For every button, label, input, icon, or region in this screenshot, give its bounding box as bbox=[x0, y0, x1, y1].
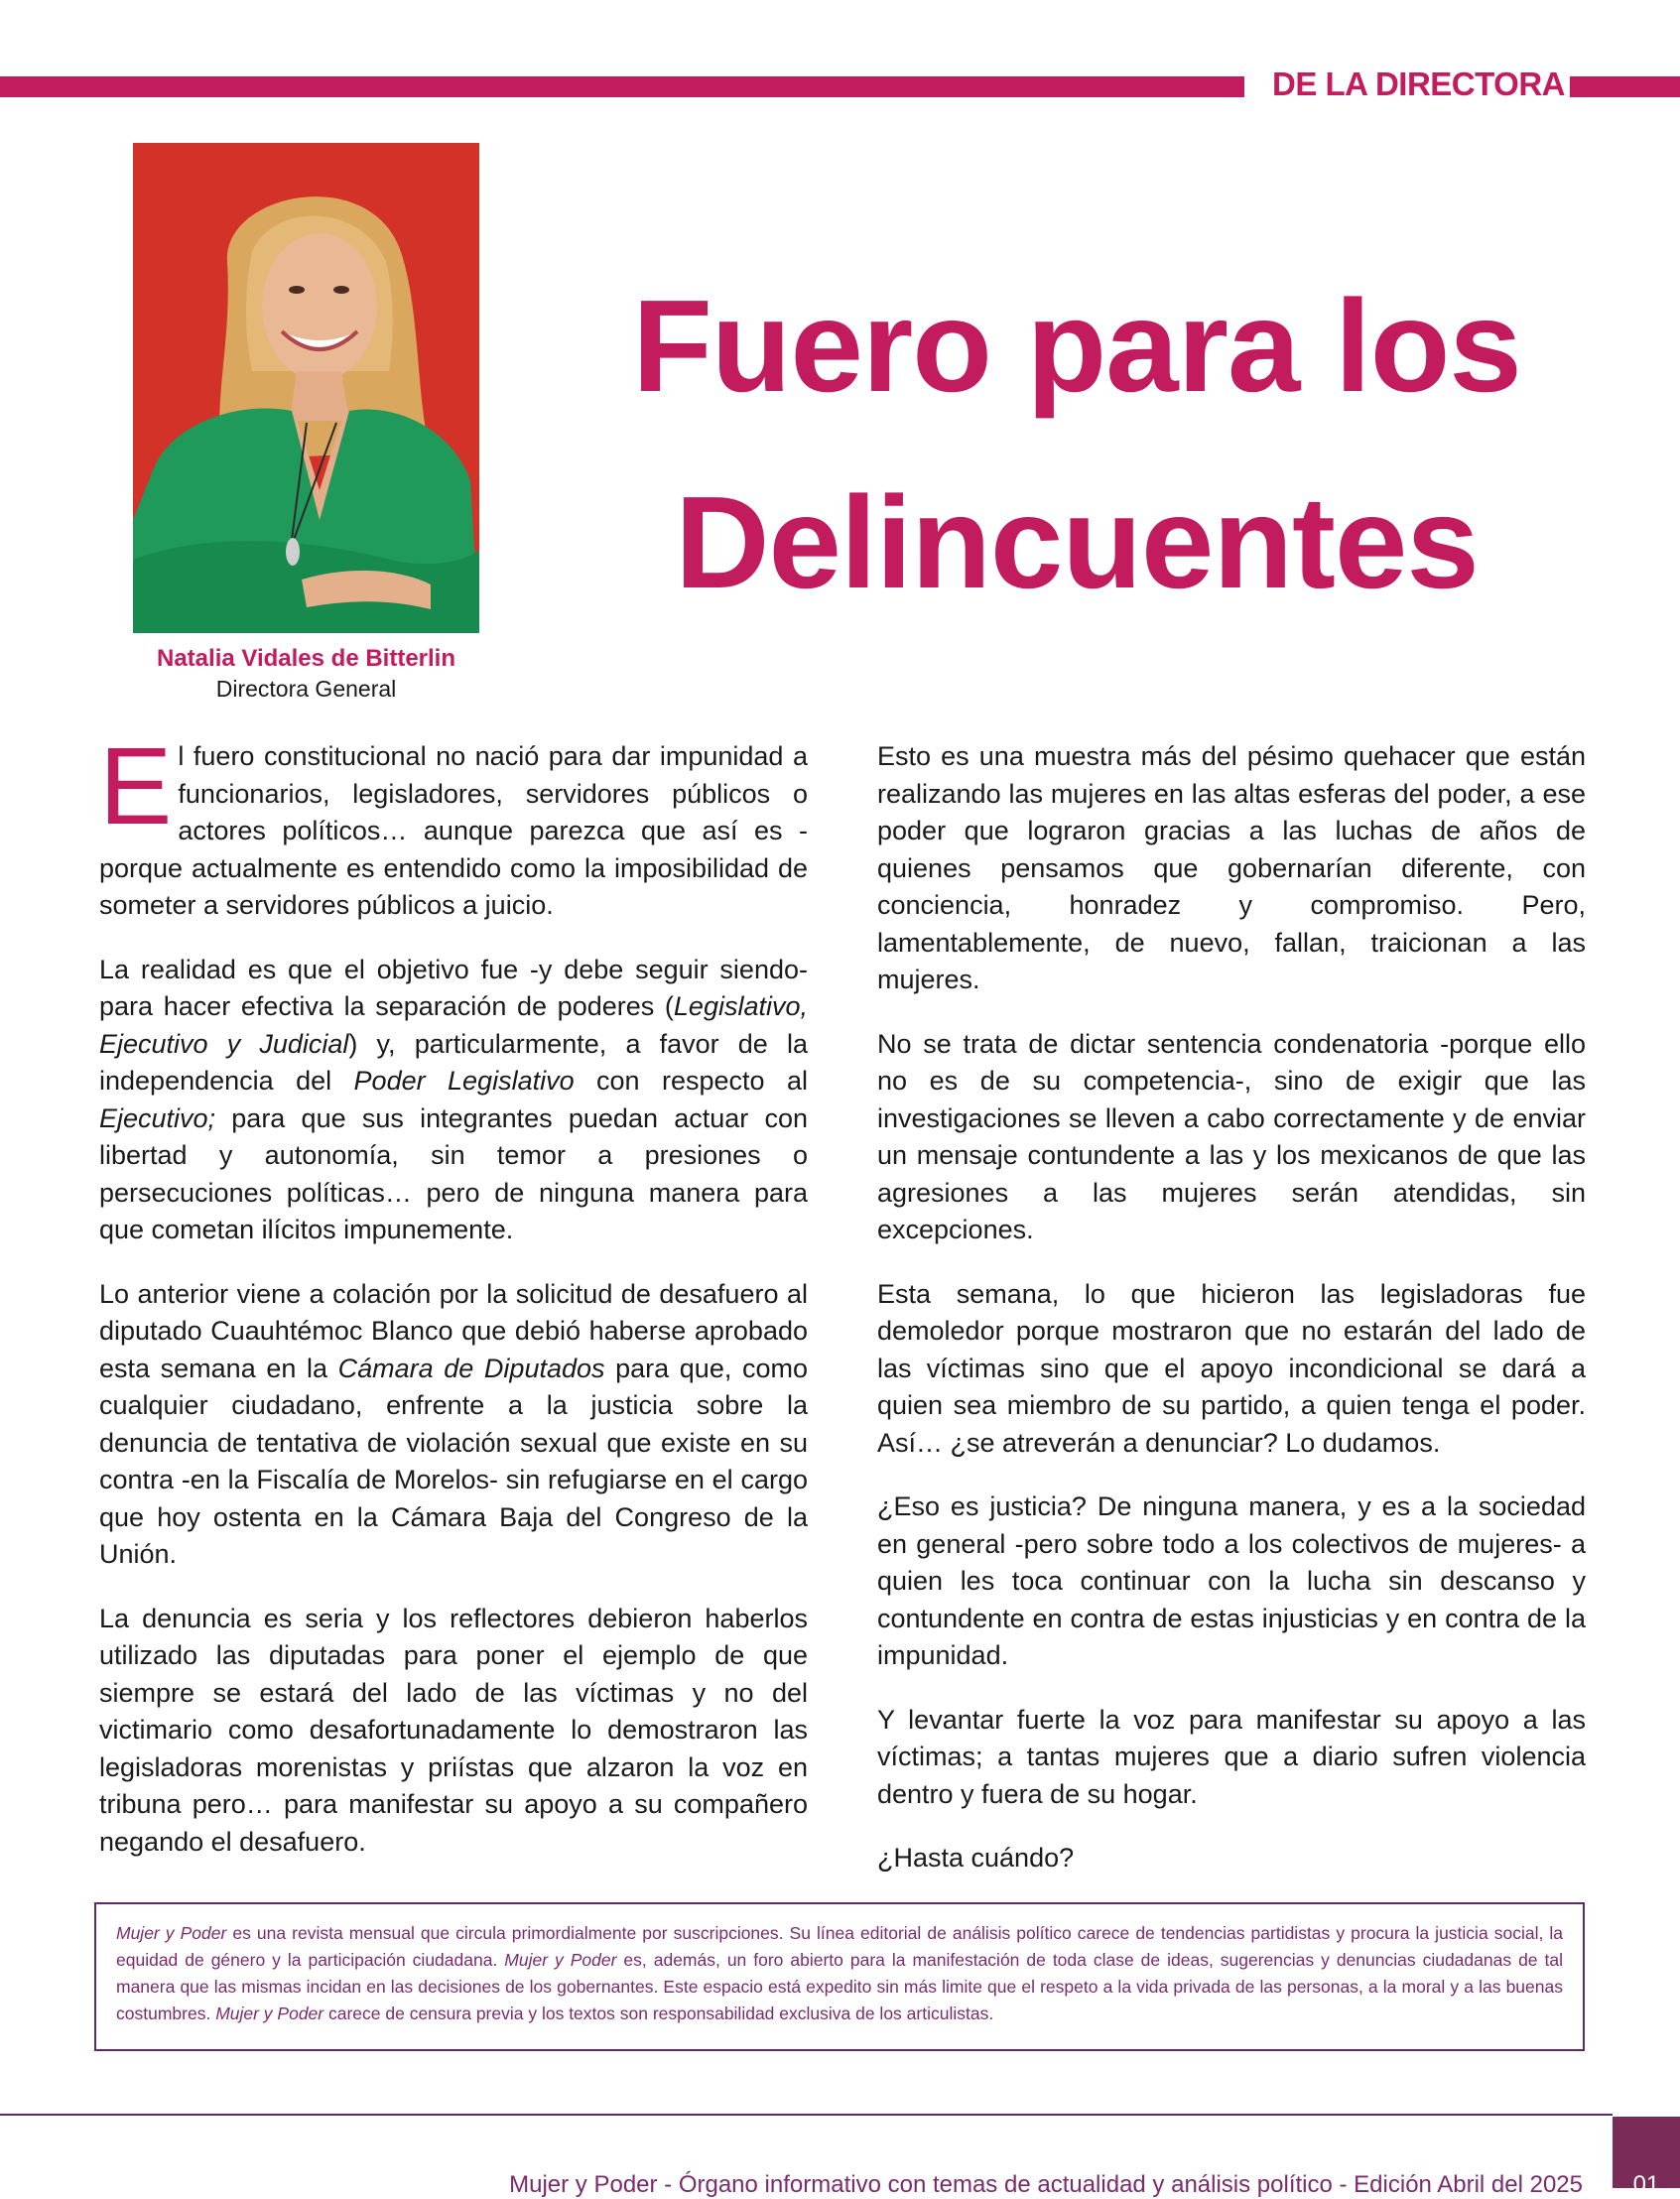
author-photo bbox=[133, 143, 479, 633]
disclaimer-text: es, además, un foro abierto para la manifestación de toda clase de ideas, sugerencias y denuncias ciudadanas de tal manera que las mismas incidan en las decisiones de los gobernantes. Este espacio está expedito sin más limite que el respeto a la vida privada de las personas, a la moral y a las buenas costumbres. bbox=[116, 1950, 1563, 2023]
paragraph: No se trata de dictar sentencia condenatoria -porque ello no es de su competencia-, sino de exigir que las investigaciones se lleven a cabo correctamente y de enviar un mensaje contundente a las y los mexicanos de que las agresiones a las mujeres serán atendidas, sin excepciones. bbox=[877, 1028, 1586, 1244]
paragraph: La denuncia es seria y los reflectores debieron haberlos utilizado las diputadas para poner el ejemplo de que siempre se estará del lado de las víctimas y no del victimario como desafortunadamente lo demostraron las legisladoras morenistas y priístas que alzaron la voz en tribuna pero… para manifestar su apoyo a su compañero negando el desafuero. bbox=[99, 1603, 808, 1857]
magazine-name: Mujer y Poder bbox=[116, 1923, 227, 1943]
magazine-name: Mujer y Poder bbox=[215, 2004, 324, 2023]
drop-cap: E bbox=[99, 725, 173, 847]
author-name: Natalia Vidales de Bitterlin bbox=[157, 645, 455, 672]
paragraph-text: Lo anterior viene a colación por la solicitud de desafuero al diputado Cuauhtémoc Blanco que debió haberse aprobado esta semana en la bbox=[99, 1278, 808, 1383]
article-left-column bbox=[99, 725, 808, 1887]
magazine-name: Mujer y Poder bbox=[504, 1950, 617, 1970]
paragraph bbox=[99, 1276, 808, 1574]
paragraph: Y levantar fuerte la voz para manifestar su apoyo a las víctimas; a tantas mujeres que a diario sufren violencia dentro y fuera de su hogar. bbox=[877, 1704, 1586, 1809]
italic-text: Cámara de Diputados bbox=[337, 1353, 605, 1383]
paragraph-text: La realidad es que el objetivo fue -y debe seguir siendo- para hacer efectiva la separación de poderes ( bbox=[99, 954, 808, 1021]
page-number: 01 bbox=[1632, 2171, 1660, 2198]
paragraph bbox=[99, 725, 808, 925]
article-title-line-2: Delincuentes bbox=[675, 469, 1479, 615]
author-portrait-icon bbox=[133, 143, 479, 633]
paragraph: Esta semana, lo que hicieron las legisladoras fue demoledor porque mostraron que no estarán del lado de las víctimas sino que el apoyo incondicional se dará a quien sea miembro de su partido, a quien tenga el poder. Así… ¿se atreverán a denunciar? Lo dudamos. bbox=[877, 1278, 1586, 1458]
paragraph-text: con respecto al bbox=[574, 1066, 808, 1096]
paragraph: ¿Eso es justicia? De ninguna manera, y es a la sociedad en general -pero sobre todo a los colectivos de mujeres- a quien les toca continuar con la lucha sin descanso y contundente en contra de estas injusticias y en contra de la impunidad. bbox=[877, 1491, 1586, 1670]
footer-divider bbox=[0, 2114, 1613, 2116]
disclaimer-text: carece de censura previa y los textos son responsabilidad exclusiva de los articulistas. bbox=[323, 2004, 994, 2023]
paragraph bbox=[99, 952, 808, 1249]
italic-text: Poder Legislativo bbox=[353, 1066, 575, 1096]
section-label: DE LA DIRECTORA bbox=[1272, 65, 1566, 102]
header-bar-right bbox=[1570, 76, 1680, 97]
author-role: Directora General bbox=[215, 676, 397, 702]
paragraph-text: para que, como cualquier ciudadano, enfrente a la justicia sobre la denuncia de tentativa de violación sexual que existe en su contra -en la Fiscalía de Morelos- sin refugiarse en el cargo que hoy ostenta en la Cámara Baja del Congreso de la Unión. bbox=[99, 1353, 808, 1569]
italic-text: Ejecutivo; bbox=[99, 1102, 216, 1133]
article-right-column bbox=[877, 738, 1586, 1904]
header-bar-left bbox=[0, 76, 1244, 97]
disclaimer-text: es una revista mensual que circula primordialmente por suscripciones. Su línea editorial de análisis político carece de tendencias partidistas y procura la justicia social, la equidad de género y la participación ciudadana. bbox=[116, 1923, 1563, 1970]
article-title bbox=[551, 248, 1603, 641]
editorial-disclaimer bbox=[94, 1902, 1585, 2051]
paragraph-text: ) y, particularmente, a favor de la independencia del bbox=[99, 1028, 808, 1096]
italic-text: Legislativo, Ejecutivo y Judicial bbox=[99, 991, 808, 1059]
paragraph: ¿Hasta cuándo? bbox=[877, 1843, 1075, 1873]
paragraph-text: l fuero constitucional no nació para dar impunidad a funcionarios, legisladores, servidores públicos o actores políticos… aunque parezca que así es -porque actualmente es entendido como la imposibilidad de someter a servidores públicos a juicio. bbox=[99, 741, 808, 920]
paragraph-text: para que sus integrantes puedan actuar con libertad y autonomía, sin temor a presiones o persecuciones políticas… pero de ninguna manera para que cometan ilícitos impunemente. bbox=[99, 1102, 808, 1244]
article-title-line-1: Fuero para los bbox=[632, 273, 1521, 419]
paragraph: Esto es una muestra más del pésimo quehacer que están realizando las mujeres en las altas esferas del poder, a ese poder que lograron gracias a las luchas de años de quienes pensamos que gobernarían diferente, con conciencia, honradez y compromiso. Pero, lamentablemente, de nuevo, fallan, traicionan a las mujeres. bbox=[877, 741, 1586, 994]
footer-text: Mujer y Poder - Órgano informativo con temas de actualidad y análisis político - Edición Abril del 2025 bbox=[509, 2171, 1583, 2198]
